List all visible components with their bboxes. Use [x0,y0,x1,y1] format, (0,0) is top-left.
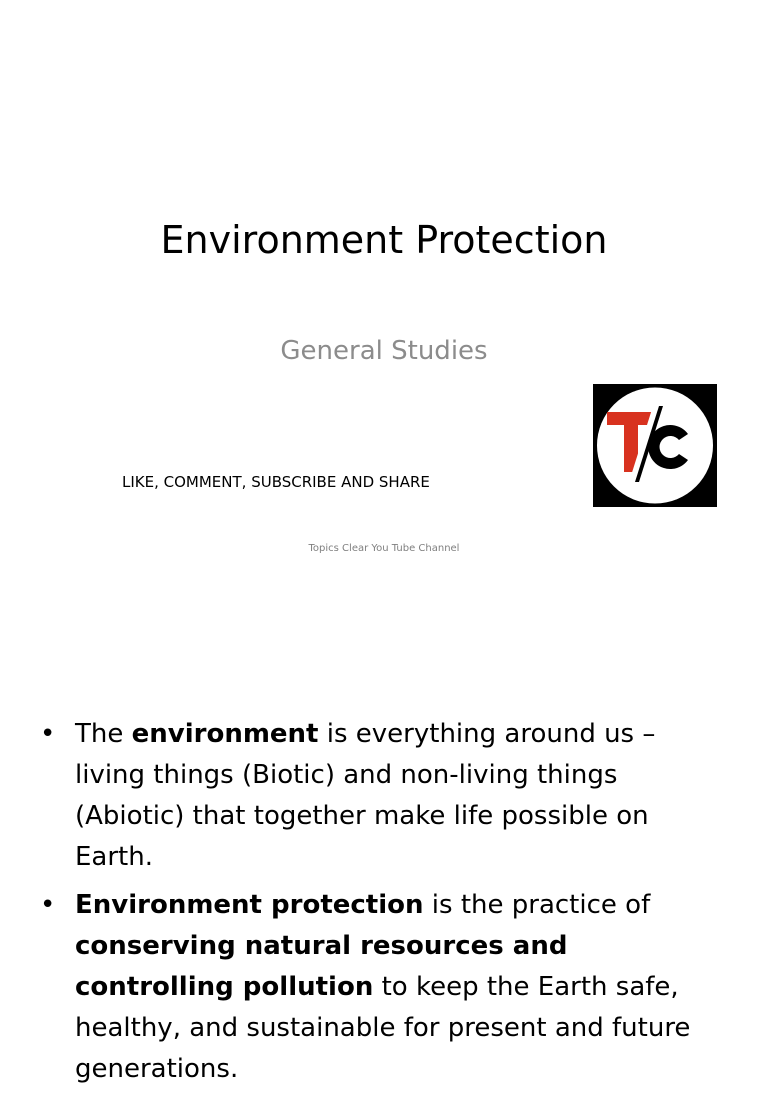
topics-clear-logo [593,384,717,507]
bullet-bold-text: Environment protection [75,890,424,920]
channel-credit: Topics Clear You Tube Channel [308,543,460,554]
bullet-item [40,714,730,878]
bullet-bold-text: environment [131,719,319,749]
slide-title: Environment Protection [160,218,608,262]
bullet-text: is everything around us – living things (Biotic) and non-living things (Abiotic) that together make life possible on Earth. [75,719,656,872]
bullet-list [40,714,730,1097]
call-to-action-text: LIKE, COMMENT, SUBSCRIBE AND SHARE [122,473,430,491]
bullet-item [40,885,730,1090]
bullet-text: The [75,719,132,749]
bullet-text: to keep the Earth safe, healthy, and sustainable for present and future generations. [75,972,691,1084]
bullet-icon: • [40,890,56,920]
bullet-bold-text: conserving natural resources and controlling pollution [75,931,568,1002]
bullet-text: is the practice of [423,890,651,920]
slide-subtitle: General Studies [280,336,488,366]
bullet-icon: • [40,719,56,749]
